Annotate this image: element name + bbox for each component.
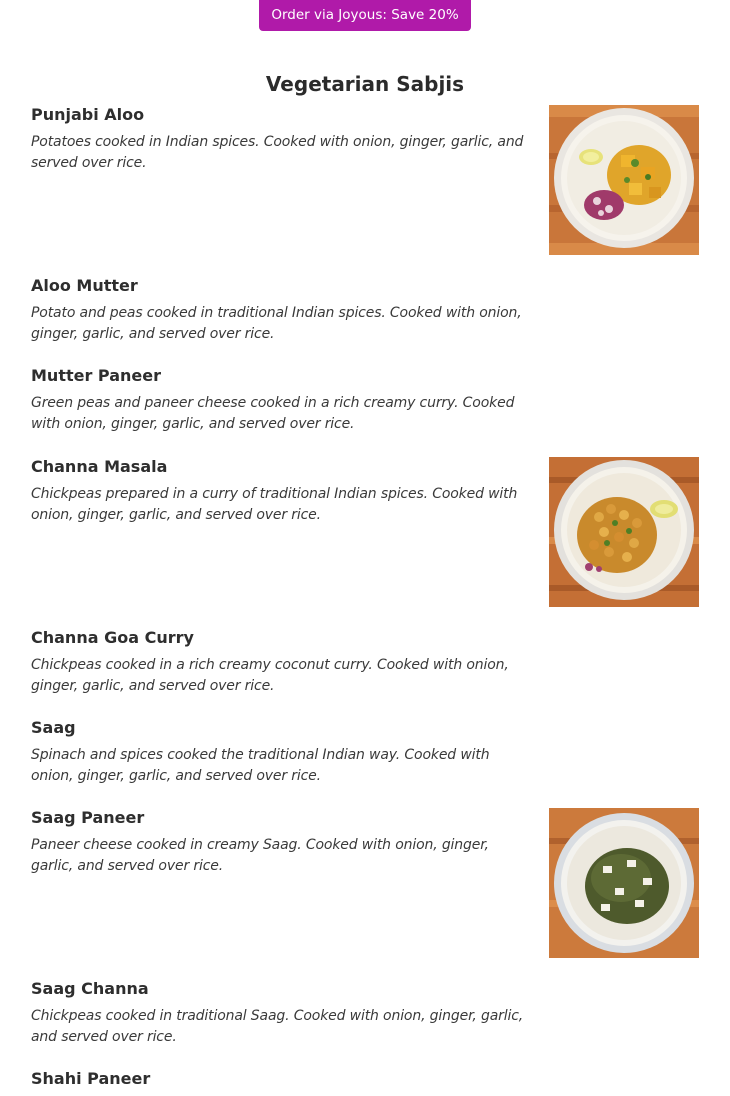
menu-item-description: Chickpeas cooked in a rich creamy coconut curry. Cooked with onion, ginger, garlic, and served over rice. — [31, 657, 509, 694]
menu-item — [31, 808, 531, 877]
menu-item-name: Saag — [31, 718, 76, 737]
menu-item — [31, 628, 531, 697]
menu-item — [31, 1069, 531, 1096]
menu-item-description: Potatoes cooked in Indian spices. Cooked with onion, ginger, garlic, and served over rice. — [31, 134, 524, 171]
menu-item-description: Chickpeas prepared in a curry of traditional Indian spices. Cooked with onion, ginger, garlic, and served over rice. — [31, 486, 518, 523]
menu-item-name: Mutter Paneer — [31, 366, 161, 385]
menu-item-name: Aloo Mutter — [31, 276, 138, 295]
menu-item-name: Saag Paneer — [31, 808, 145, 827]
menu-item-name: Saag Channa — [31, 979, 149, 998]
saag-dish-photo — [549, 808, 699, 958]
menu-item-description: Green peas and paneer cheese cooked in a rich creamy curry. Cooked with onion, ginger, garlic, and served over rice. — [31, 395, 515, 432]
menu-item-name: Channa Masala — [31, 457, 168, 476]
order-joyous-button[interactable]: Order via Joyous: Save 20% — [259, 0, 470, 31]
menu-item-description: Spinach and spices cooked the traditional Indian way. Cooked with onion, ginger, garlic, and served over rice. — [31, 747, 490, 784]
menu-item-name: Punjabi Aloo — [31, 105, 145, 124]
menu-item-name: Shahi Paneer — [31, 1069, 151, 1088]
cta-bar — [0, 0, 730, 31]
menu-item — [31, 718, 531, 787]
menu-item-description: Chickpeas cooked in traditional Saag. Cooked with onion, ginger, garlic, and served over rice. — [31, 1008, 524, 1045]
menu-item-description: Potato and peas cooked in traditional Indian spices. Cooked with onion, ginger, garlic, and served over rice. — [31, 305, 522, 342]
menu-item — [31, 276, 531, 345]
menu-item-description: Paneer cheese cooked in creamy Saag. Cooked with onion, ginger, garlic, and served over rice. — [31, 837, 489, 874]
menu-item — [31, 457, 531, 526]
menu-item — [31, 105, 531, 174]
menu-item — [31, 366, 531, 435]
aloo-dish-photo — [549, 105, 699, 255]
section-title: Vegetarian Sabjis — [265, 72, 465, 96]
menu-item — [31, 979, 531, 1048]
channa-dish-photo — [549, 457, 699, 607]
menu-item-name: Channa Goa Curry — [31, 628, 194, 647]
